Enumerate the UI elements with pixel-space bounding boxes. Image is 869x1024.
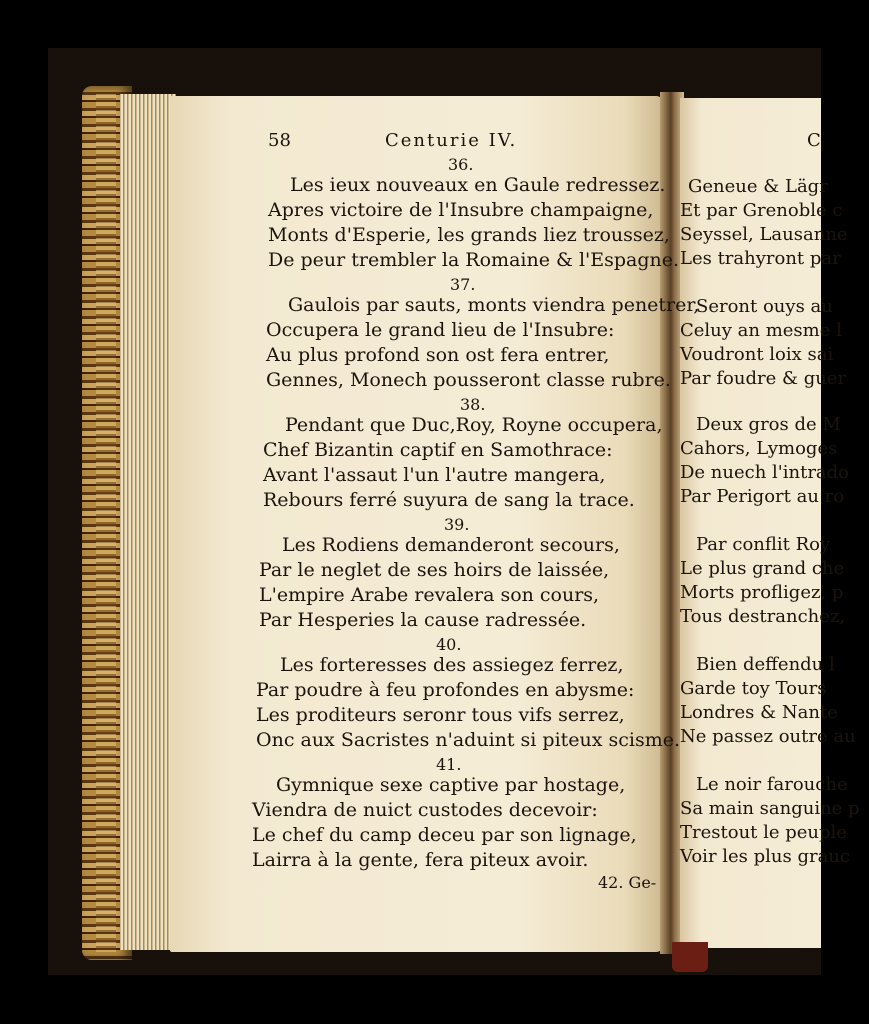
verse-line: Pendant que Duc,Roy, Royne occupera, <box>285 414 663 436</box>
right-page-text <box>680 98 860 948</box>
right-verse-line: Voudront loix sai <box>680 344 834 365</box>
catchword: 42. Ge- <box>598 873 657 892</box>
verse-line: L'empire Arabe revalera son cours, <box>259 584 600 606</box>
verse-line: Occupera le grand lieu de l'Insubre: <box>266 319 615 341</box>
right-verse-line: Seyssel, Lausanne <box>680 224 848 245</box>
quatrain-number: 40. <box>436 635 462 654</box>
page-number: 58 <box>268 130 291 151</box>
right-verse-line: Morts profligez, p <box>680 582 844 603</box>
verse-line: Lairra à la gente, fera piteux avoir. <box>252 849 589 871</box>
verse-line: Rebours ferré suyura de sang la trace. <box>263 489 635 511</box>
verse-line: Le chef du camp deceu par son lignage, <box>252 824 637 846</box>
verse-line: Les ieux nouveaux en Gaule redressez. <box>290 174 666 196</box>
verse-line: Onc aux Sacristes n'aduint si piteux scisme. <box>256 729 681 751</box>
right-verse-line: Geneue & Lägr <box>688 176 828 197</box>
right-verse-line: Voir les plus grauc <box>680 846 850 867</box>
right-verse-line: Cahors, Lymoges <box>680 438 838 459</box>
right-verse-line: Tous destranchez, <box>680 606 846 627</box>
verse-line: Par Hesperies la cause radressée. <box>259 609 587 631</box>
verse-line: Gymnique sexe captive par hostage, <box>276 774 626 796</box>
quatrain-number: 38. <box>460 395 486 414</box>
verse-line: Les Rodiens demanderont secours, <box>282 534 620 556</box>
right-verse-line: De nuech l'intrado <box>680 462 850 483</box>
right-verse-line: Par conflit Roy <box>696 534 831 555</box>
running-head: Centurie IV. <box>385 130 518 151</box>
right-verse-line: Garde toy Tours <box>680 678 827 699</box>
right-verse-line: Par foudre & guer <box>680 368 847 389</box>
quatrain-number: 39. <box>444 515 470 534</box>
right-verse-line: Bien deffendu l <box>696 654 835 675</box>
verse-line: Gennes, Monech pousseront classe rubre. <box>266 369 671 391</box>
right-verse-line: Deux gros de M <box>696 414 841 435</box>
right-verse-line: Trestout le peuple <box>680 822 847 843</box>
right-verse-line: Le noir farouche <box>696 774 848 795</box>
right-verse-line: Londres & Nante <box>680 702 838 723</box>
right-verse-line: Ne passez outre au <box>680 726 856 747</box>
verse-line: Gaulois par sauts, monts viendra penetrer, <box>288 294 700 316</box>
right-verse-line: Celuy an mesme l <box>680 320 842 341</box>
quatrain-number: 41. <box>436 755 462 774</box>
verse-line: Viendra de nuict custodes decevoir: <box>252 799 598 821</box>
verse-line: Avant l'assaut l'un l'autre mangera, <box>263 464 606 486</box>
right-verse-line: Les trahyront par <box>680 248 841 269</box>
verse-line: De peur trembler la Romaine & l'Espagne. <box>268 249 680 271</box>
right-verse-line: Par Perigort au ro <box>680 486 845 507</box>
verse-line: Au plus profond son ost fera entrer, <box>266 344 610 366</box>
quatrain-number: 37. <box>450 275 476 294</box>
quatrain-number: 36. <box>448 155 474 174</box>
verse-line: Les proditeurs seronr tous vifs serrez, <box>256 704 625 726</box>
verse-line: Par poudre à feu profondes en abysme: <box>256 679 635 701</box>
right-verse-line: Et par Grenoble c <box>680 200 843 221</box>
verse-line: Monts d'Esperie, les grands liez troussez, <box>268 224 670 246</box>
right-verse-line: Seront ouys au <box>696 296 833 317</box>
verse-line: Les forteresses des assiegez ferrez, <box>280 654 624 676</box>
verse-line: Par le neglet de ses hoirs de laissée, <box>259 559 610 581</box>
verse-line: Chef Bizantin captif en Samothrace: <box>263 439 613 461</box>
verse-line: Apres victoire de l'Insubre champaigne, <box>268 199 654 221</box>
right-verse-line: Sa main sanguine p <box>680 798 860 819</box>
right-running-head: C <box>807 130 823 151</box>
right-verse-line: Le plus grand che <box>680 558 845 579</box>
